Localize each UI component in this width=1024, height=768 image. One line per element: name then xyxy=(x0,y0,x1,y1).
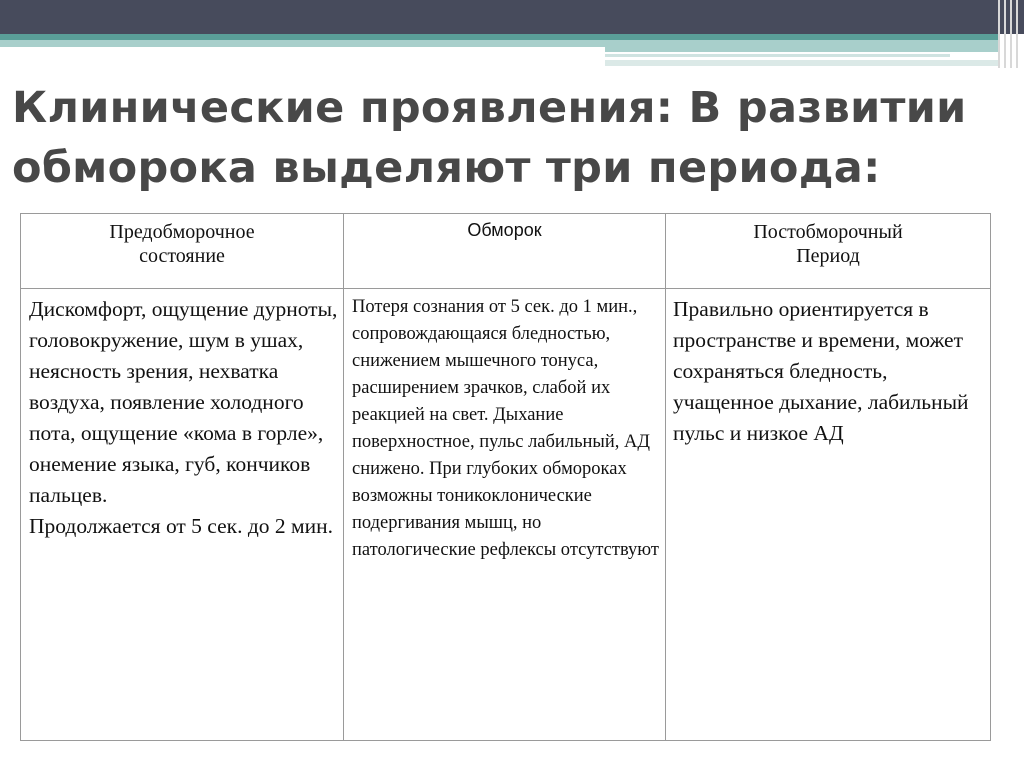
edge-lines xyxy=(996,0,1024,68)
header-postsyncope: Постобморочный Период xyxy=(666,214,991,289)
accent-stripe xyxy=(605,60,1000,66)
fainting-periods-table xyxy=(20,213,991,741)
header-ribbon xyxy=(0,0,1024,70)
slide-title-line-2: обморока выделяют три периода: xyxy=(12,143,881,193)
accent-stripe xyxy=(0,40,605,47)
cell-postsyncope xyxy=(666,289,991,741)
accent-stripe xyxy=(605,54,950,57)
table-row xyxy=(21,289,991,741)
cell-presyncope xyxy=(21,289,344,741)
postsyncope-description: Правильно ориентируется в пространстве и времени, может сохраняться бледность, учащенное дыхание, лабильный пульс и низкое АД xyxy=(673,297,969,445)
header-row xyxy=(21,214,991,289)
cell-syncope xyxy=(344,289,666,741)
slide-title-line-1: Клинические проявления: В развитии xyxy=(12,83,967,133)
header-syncope: Обморок xyxy=(344,214,666,289)
header-presyncope: Предобморочное состояние xyxy=(21,214,344,289)
top-bar xyxy=(0,0,1024,34)
slide-title xyxy=(12,78,1002,198)
presyncope-symptoms: Дискомфорт, ощущение дурноты, головокружение, шум в ушах, неясность зрения, нехватка воздуха, появление холодного пота, ощущение «кома в горле», онемение языка, губ, кончиков пальцев. xyxy=(29,297,338,507)
syncope-description: Потеря сознания от 5 сек. до 1 мин., сопровождающаяся бледностью, снижением мышечного тонуса, расширением зрачков, слабой их реакцией на свет. Дыхание поверхностное, пульс лабильный, АД снижено. При глубоких обмороках возможны тоникоклонические подергивания мышц, но патологические рефлексы отсутствуют xyxy=(352,297,659,560)
accent-stripe xyxy=(605,40,1000,52)
presyncope-duration: Продолжается от 5 сек. до 2 мин. xyxy=(29,514,334,538)
